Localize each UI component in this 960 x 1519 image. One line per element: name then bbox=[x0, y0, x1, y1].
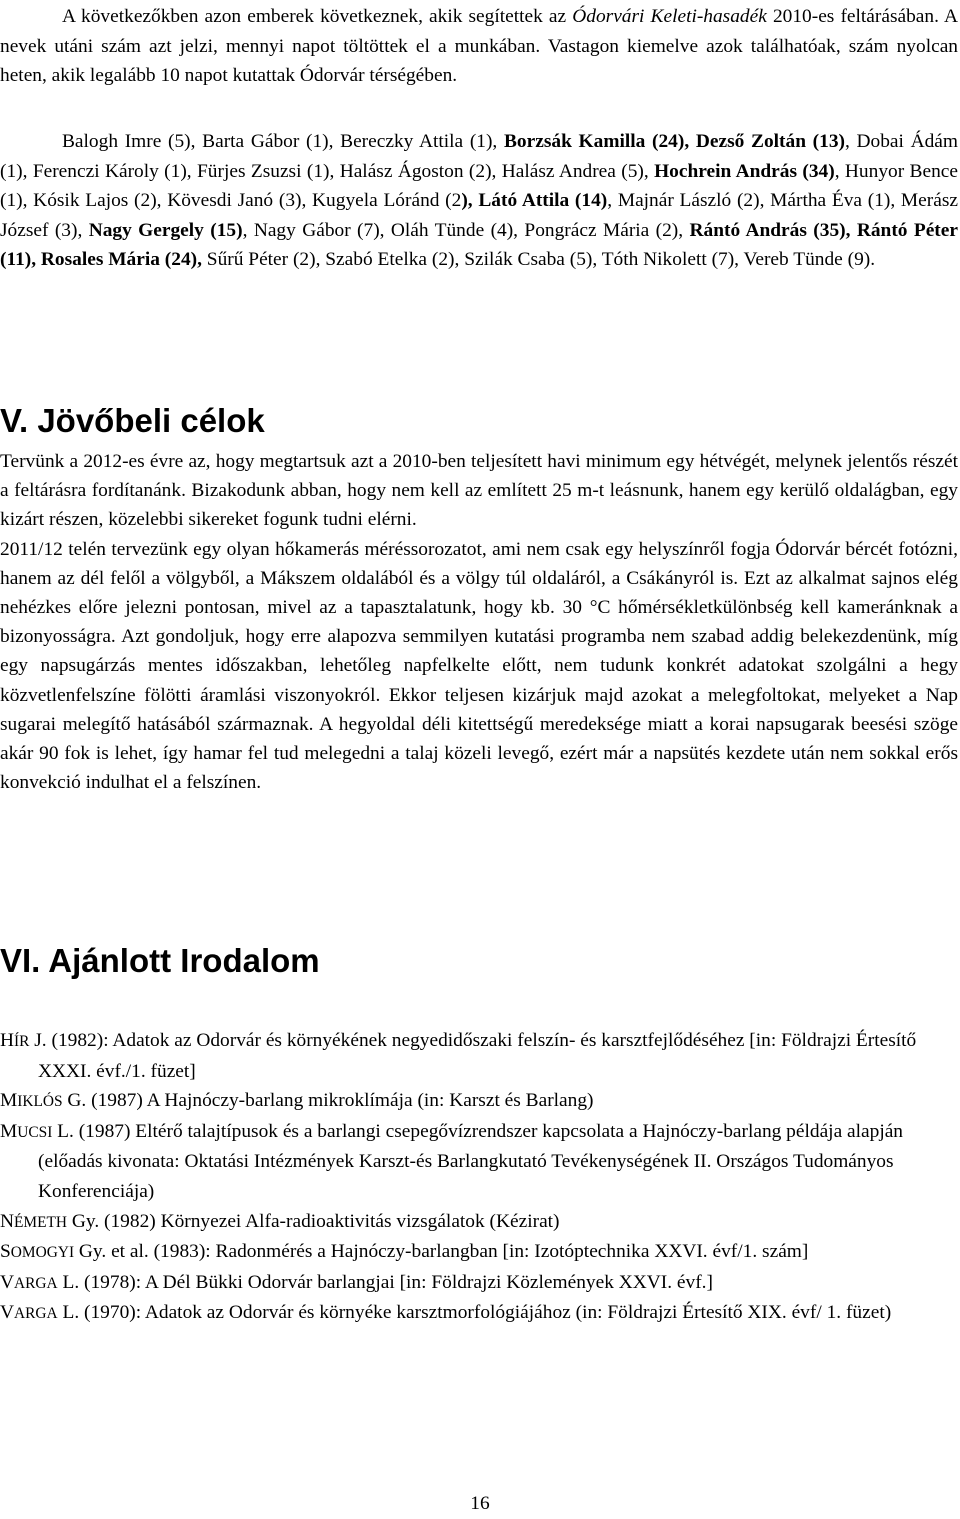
intro-text-end: 2010-es feltárásában. A nevek utáni szám azt jelzi, mennyi napot töltöttek el a munkában. Vastagon kiemelve azok találhatóak, szám nyolcan heten, akik legalább 10 napot kutattak Ódorvár térségében. bbox=[0, 6, 958, 87]
reference-author-initial: N bbox=[0, 1210, 15, 1232]
participants-list bbox=[0, 127, 958, 275]
reference-text: (1978): A Dél Bükki Odorvár barlangjai [in: Földrajzi Közlemények XXVI. évf.] bbox=[79, 1271, 713, 1293]
reference-text: (1987) Eltérő talajtípusok és a barlangi csepegővízrendszer kapcsolata a Hajnóczy-barlang példája alapján (előadás kivonata: Oktatási Intézmények Karszt-és Barlangkutató Tevékenységének II. Országos Tudományos Konferenciája) bbox=[38, 1120, 904, 1202]
section-heading-future-goals: V. Jövőbeli célok bbox=[0, 402, 265, 439]
reference-item bbox=[0, 1117, 958, 1207]
reference-author-initial: H bbox=[0, 1030, 15, 1051]
future-goals-body bbox=[0, 447, 958, 797]
participant-text: Sűrű Péter (2), Szabó Etelka (2), Szilák Csaba (5), Tóth Nikolett (7), Vereb Tünde (9). bbox=[201, 249, 876, 271]
reference-author-given: G. bbox=[62, 1090, 87, 1112]
reference-author-initial: V bbox=[0, 1271, 15, 1293]
reference-author-given: L. bbox=[57, 1302, 80, 1324]
goals-paragraph-1: Tervünk a 2012-es évre az, hogy megtartsuk azt a 2010-ben teljesített havi minimum egy hétvégét, melynek jelentős részét a feltárásra fordítanánk. Bizakodunk abban, hogy nem kell az említett 25 m-t leásnunk, hanem egy kerülő oldalágban, egy kizárt részen, közelebbi sikereket fogunk tudni elérni. bbox=[0, 451, 958, 531]
participant-text: , Majnár László (2), Mártha Éva (1), Merász József (3), bbox=[0, 190, 958, 241]
participant-highlighted: Nagy Gergely (15) bbox=[88, 219, 243, 241]
reference-author-given: L. bbox=[57, 1271, 80, 1293]
reference-author-surname: ÉMETH bbox=[14, 1213, 68, 1231]
reference-list bbox=[0, 1026, 958, 1329]
reference-author-initial: M bbox=[0, 1090, 18, 1112]
reference-author-given: J. bbox=[29, 1030, 47, 1051]
participant-text: , Hunyor Bence (1), Kósik Lajos (2), Kövesdi Janó (3), Kugyela Lóránd (2 bbox=[0, 160, 958, 212]
reference-author-surname: IKLÓS bbox=[17, 1093, 63, 1111]
intro-text-start: A következőkben azon emberek következnek, akik segítettek az bbox=[62, 6, 573, 27]
page-number: 16 bbox=[470, 1493, 490, 1514]
reference-author-surname: UCSI bbox=[17, 1123, 53, 1141]
participant-highlighted: Borzsák Kamilla (24), Dezső Zoltán (13) bbox=[503, 131, 845, 152]
reference-text: (1982) Környezei Alfa-radioaktivitás vizsgálatok (Kézirat) bbox=[99, 1210, 560, 1232]
reference-author-surname: ARGA bbox=[14, 1305, 58, 1323]
reference-author-surname: ÍR bbox=[14, 1033, 30, 1050]
reference-item bbox=[0, 1298, 958, 1329]
reference-author-initial: V bbox=[0, 1302, 15, 1324]
intro-text bbox=[0, 2, 958, 91]
reference-text: (1987) A Hajnóczy-barlang mikroklímája (in: Karszt és Barlang) bbox=[86, 1090, 594, 1112]
reference-item bbox=[0, 1026, 958, 1086]
participant-text: , Nagy Gábor (7), Oláh Tünde (4), Pongrácz Mária (2), bbox=[242, 219, 690, 241]
reference-author-given: L. bbox=[52, 1120, 74, 1142]
participant-highlighted: ), Látó Attila (14) bbox=[461, 190, 608, 212]
reference-item bbox=[0, 1268, 958, 1299]
reference-item bbox=[0, 1207, 958, 1238]
reference-item bbox=[0, 1237, 958, 1268]
reference-author-surname: ARGA bbox=[14, 1274, 58, 1292]
section-heading-literature: VI. Ajánlott Irodalom bbox=[0, 942, 320, 979]
intro-paragraph bbox=[0, 2, 958, 91]
reference-text: (1982): Adatok az Odorvár és környékének negyedidőszaki felszín- és karsztfejlődéséhez [in: Földrajzi Értesítő XXXI. évf./1. füzet] bbox=[38, 1030, 917, 1082]
participant-highlighted: Rántó András (35), Rántó Péter (11), Rosales Mária (24), bbox=[0, 219, 958, 271]
reference-text: (1970): Adatok az Odorvár és környéke karsztmorfológiájához (in: Földrajzi Értesítő XIX. évf/ 1. füzet) bbox=[79, 1302, 892, 1324]
reference-author-given: Gy. bbox=[67, 1210, 100, 1232]
reference-text: et al. (1983): Radonmérés a Hajnóczy-barlangban [in: Izotóptechnika XXVI. évf/1. szám] bbox=[106, 1241, 809, 1263]
goals-paragraph-2: 2011/12 telén tervezünk egy olyan hőkamerás méréssorozatot, ami nem csak egy helyszínről fogja Ódorvár bércét fotózni, hanem az dél felől a völgyből, a Mákszem oldalából és a völgy túl oldaláról, a Csákányról is. Ezt az alkalmat sajnos elég nehézkes előre jelezni pontosan, mivel az a tapasztalatunk, hogy kb. 30 °C hőmérsékletkülönbség kell kameránknak a bizonyosságra. Azt gondoljuk, hogy erre alapozva semmilyen kutatási programba nem szabad addig belekezdenünk, míg egy napsugárzás mentes időszakban, lehetőleg napfelkelte előtt, nem tudunk konkrét adatokat szolgálni a hegy közvetlenfelszíne fölötti áramlási viszonyokról. Ekkor teljesen kizárjuk majd azokat a melegfoltokat, melyeket a Nap sugarai melegítő hatásából származnak. A hegyoldal déli kitettségű meredeksége miatt a korai napsugarak beesési szöge akár 90 fok is lehet, így hamar fel tud melegedni a talaj közeli levegő, ezért már a napsütés kezdete után nem sokkal erős konvekció indulhat el a felszínen. bbox=[0, 538, 958, 794]
reference-author-initial: S bbox=[0, 1241, 11, 1263]
participant-text: , Dobai Ádám (1), Ferenczi Károly (1), Fürjes Zsuzsi (1), Halász Ágoston (2), Halász Andrea (5), bbox=[0, 131, 958, 182]
reference-item bbox=[0, 1086, 958, 1117]
participant-highlighted: Hochrein András (34) bbox=[654, 160, 835, 182]
participant-text: Balogh Imre (5), Barta Gábor (1), Bereczky Attila (1), bbox=[62, 131, 504, 152]
reference-author-initial: M bbox=[0, 1120, 18, 1142]
reference-author-given: Gy. bbox=[74, 1241, 107, 1263]
reference-author-surname: OMOGYI bbox=[10, 1244, 75, 1262]
cave-name-italic: Ódorvári Keleti-hasadék bbox=[572, 6, 767, 27]
